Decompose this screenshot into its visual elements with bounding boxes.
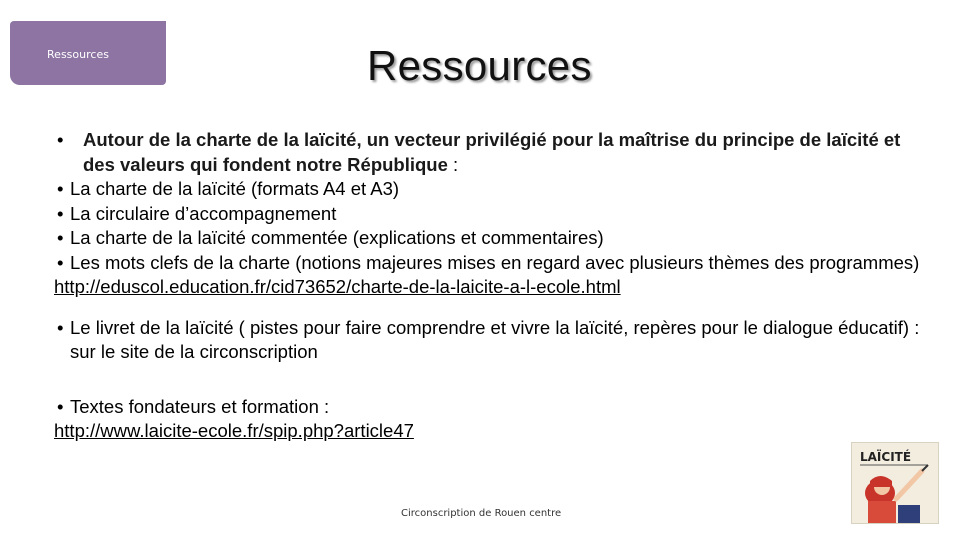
list-item	[54, 226, 924, 251]
list-item-text: La charte de la laïcité (formats A4 et A3)	[70, 178, 400, 199]
intro-suffix: :	[447, 153, 459, 175]
bullet-icon: •	[57, 202, 64, 224]
textes-text: Textes fondateurs et formation :	[70, 395, 330, 417]
list-item-text: La charte de la laïcité commentée (explications et commentaires)	[70, 227, 604, 248]
intro-strong-text: Autour de la charte de la laïcité, un vecteur privilégié pour la maîtrise du principe de laïcité et des valeurs qui fondent notre République	[83, 129, 901, 175]
intro-bullet	[54, 128, 924, 177]
list-item	[54, 177, 924, 202]
list-item	[54, 202, 924, 227]
bullet-icon: •	[57, 251, 64, 273]
livret-bullet	[54, 316, 924, 365]
poster-illustration	[852, 443, 938, 523]
bullet-icon: •	[57, 227, 64, 248]
list-item-text: La circulaire d’accompagnement	[70, 202, 337, 224]
list-item	[54, 251, 924, 276]
bullet-icon: •	[57, 316, 64, 338]
laicite-poster-image	[851, 442, 939, 524]
laicite-ecole-link[interactable]: http://www.laicite-ecole.fr/spip.php?article47	[54, 420, 414, 441]
section-tab	[10, 21, 166, 85]
slide-content	[54, 128, 924, 444]
slide-title: Ressources	[367, 42, 592, 89]
livret-text: Le livret de la laïcité ( pistes pour faire comprendre et vivre la laïcité, repères pour le dialogue éducatif) : sur le site de la circonscription	[70, 316, 920, 362]
section-tab-label: Ressources	[47, 47, 109, 61]
textes-bullet	[54, 395, 924, 420]
bullet-icon: •	[57, 178, 64, 199]
bullet-icon: •	[57, 395, 64, 417]
eduscol-link[interactable]: http://eduscol.education.fr/cid73652/charte-de-la-laicite-a-l-ecole.html	[54, 276, 621, 297]
list-item-text: Les mots clefs de la charte (notions majeures mises en regard avec plusieurs thèmes des programmes)	[70, 251, 920, 273]
poster-label: LAÏCITÉ	[860, 450, 912, 464]
bullet-icon: •	[57, 129, 64, 150]
footer-text: Circonscription de Rouen centre	[401, 508, 562, 519]
